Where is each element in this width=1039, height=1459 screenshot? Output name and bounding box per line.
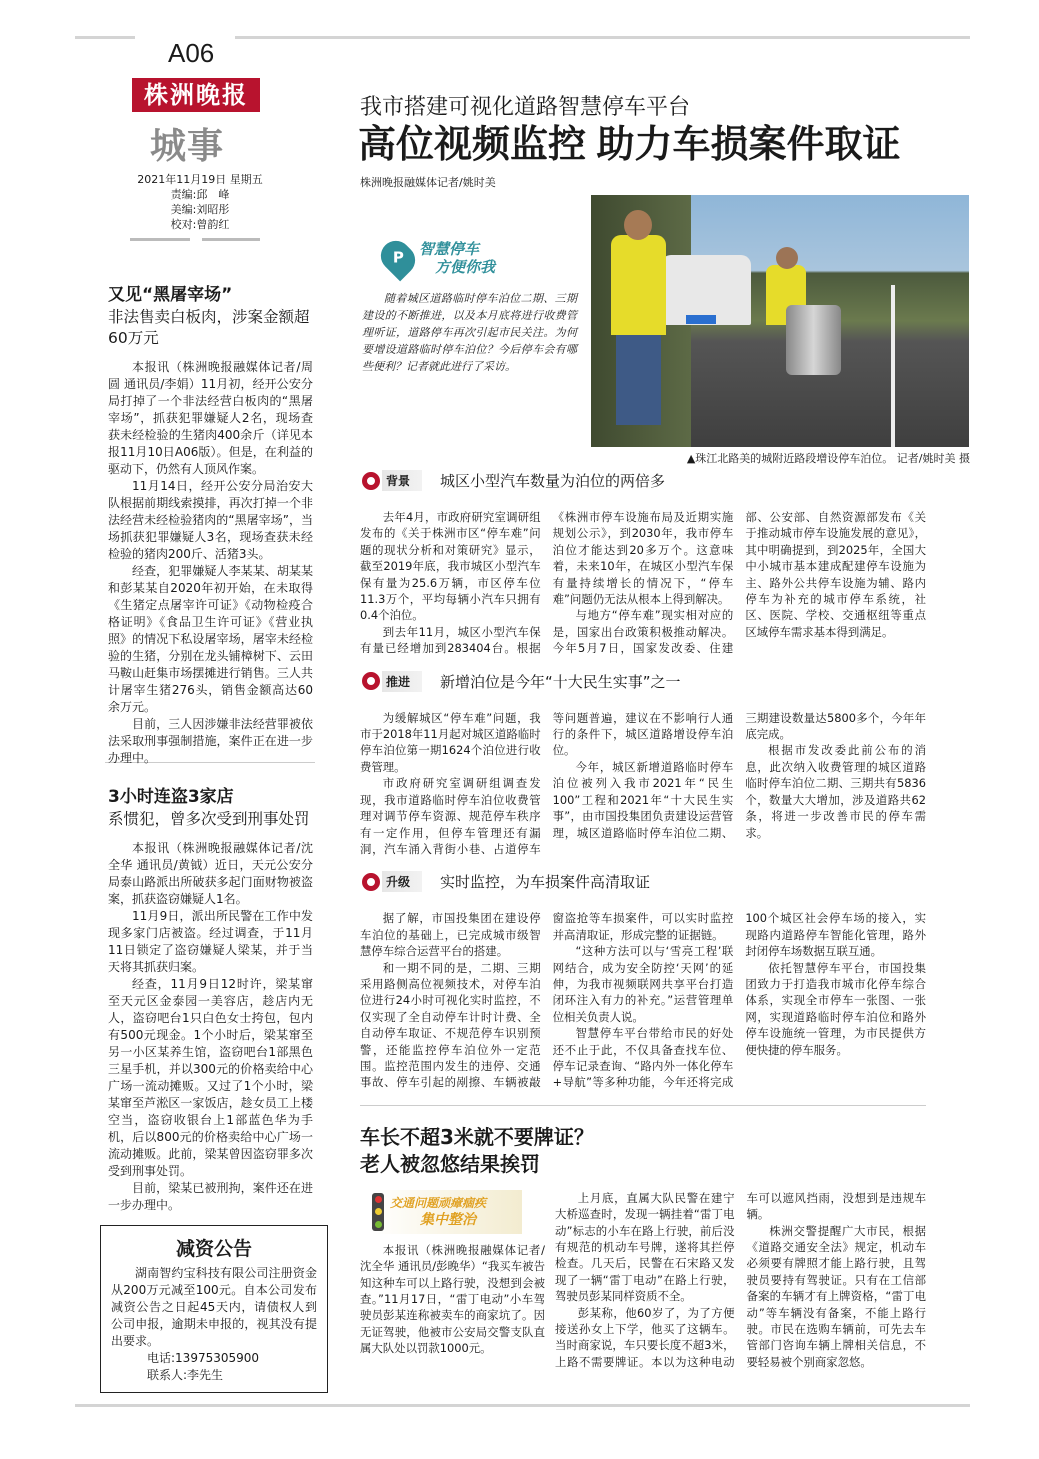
article-byline: 株洲晚报融媒体记者/姚时美 — [360, 176, 496, 189]
logo-line: 方便你我 — [435, 258, 496, 276]
paragraph: 11月14日，经开公安分局治安大队根据前期线索摸排，再次打掉一个非法经营未经检验猪肉的“黑屠宰场”，当场抓获犯罪嫌疑人3名，现场查获未经检验的猪肉200斤、活猪3头。 — [108, 479, 313, 561]
issue-date: 2021年11月19日 星期五 — [137, 173, 263, 186]
headline-line: 车长不超3米就不要牌证？ — [360, 1124, 594, 1149]
section-body — [360, 509, 926, 657]
section-badge: 推进 — [382, 671, 422, 692]
paragraph: 智慧停车平台带给市民的好处还不止于此，不仅具备查找车位、停车记录查询、“路内外一体化停车+导航”等多种功能，今年还将完成100个城区社会停车场的接入，实现路内道路停车智能化管理，路外封闭停车场数据互联互通。 — [552, 911, 926, 1090]
editor: 责编:邱 峰 — [170, 188, 230, 201]
section-title: 城事 — [150, 125, 225, 167]
section-title: 城区小型汽车数量为泊位的两倍多 — [440, 472, 666, 490]
section-heading-background — [362, 470, 926, 491]
paragraph: 依托智慧停车平台，市国投集团致力于打造我市城市化停车综合体系，实现全市停车一张图、一张网，实现道路临时停车泊位和路外停车设施统一管理，为市民提供方便快捷的停车服务。 — [745, 960, 926, 1057]
article-subtitle: 非法售卖白板肉，涉案金额超60万元 — [108, 308, 310, 347]
street-parking-photo — [591, 195, 969, 447]
article-intro: 随着城区道路临时停车泊位二期、三期建设的不断推进，以及本月底将进行收费管理听证，道路停车再次引起市民关注。为何要增设道路临时停车泊位？今后停车会有哪些便利？记者就此进行了采访。 — [362, 292, 577, 373]
bottom-headline — [360, 1124, 926, 1178]
bullet-ring-icon — [362, 472, 380, 490]
bullet-ring-icon — [362, 873, 380, 891]
paragraph: 本报讯（株洲晚报融媒体记者/沈全华 通讯员/黄钺）近日，天元公安分局泰山路派出所破获多起门面财物被盗案，抓获盗窃嫌疑人1名。 — [108, 841, 313, 906]
notice-contact: 联系人:李先生 — [147, 1368, 224, 1382]
bottom-rule — [75, 1404, 970, 1407]
paragraph: 上月底，直属大队民警在建宁大桥巡查时，发现一辆挂着“雷丁电动”标志的小车在路上行驶，前后没有规范的机动车号牌，遂将其拦停检查。几天后，民警在石宋路又发现了一辆“雷丁电动”在路上行驶，驾驶员彭某同样资质不全。 — [555, 1190, 735, 1304]
bullet-ring-icon — [362, 672, 380, 690]
paragraph: 据了解，市国投集团在建设停车泊位的基础上，已完成城市级智慧停车综合运营平台的搭建。 — [360, 911, 541, 959]
traffic-light-icon — [372, 1193, 384, 1231]
paragraph: 根据市发改委此前公布的消息，此次纳入收费管理的城区道路临时停车泊位二期、三期共有5836个，数量大大增加，涉及道路共62条，将进一步改善市民的停车需求。 — [745, 743, 926, 840]
section-title: 新增泊位是今年“十大民生实事”之一 — [440, 672, 681, 691]
paragraph: 彭某称，他60岁了，为了方便接送孙女上下学，他买了这辆车。当时商家说，车只要长度不超3米，上路不需要牌证。本以为这种电动车可以遮风挡雨，没想到是违规车辆。 — [555, 1190, 926, 1369]
paragraph: 目前，梁某已被刑拘，案件还在进一步办理中。 — [108, 1181, 313, 1212]
notice-phone: 电话:13975305900 — [147, 1351, 260, 1365]
paragraph: 市政府研究室调研组调查发现，我市道路临时停车泊位收费管理对调节停车资源、规范停车秩序有一定作用，但停车管理还有漏洞，汽车涌入背街小巷、占道停车等问题普遍，建议在不影响行人通行的条件下，城区道路增设停车泊位。 — [360, 710, 734, 856]
article-subtitle: 系惯犯，曾多次受到刑事处罚 — [108, 810, 310, 828]
article-title: 又见“黑屠宰场” — [108, 285, 233, 305]
art-editor: 美编:刘昭彤 — [170, 203, 230, 216]
photo-caption: ▲珠江北路美的城附近路段增设停车泊位。 记者/姚时美 摄 — [686, 452, 970, 465]
article-title: 3小时连盗3家店 — [108, 787, 234, 807]
paragraph: 经查，犯罪嫌疑人李某某、胡某某和彭某某自2020年初开始，在未取得《生猪定点屠宰许可证》《动物检疫合格证明》《食品卫生许可证》《营业执照》的情况下私设屠宰场，屠宰未经检验的生猪，分别在龙头铺樟树下、云田马鞍山赶集市场摆摊进行销售。三人共计屠宰生猪276头，销售金额高达60余万元。 — [108, 564, 313, 714]
page-number: A06 — [168, 38, 215, 68]
paragraph: 和一期不同的是，二期、三期采用路侧高位视频技术，对停车泊位进行24小时可视化实时监控，不仅实现了全自动停车计时计费、全自动停车取证、不规范停车识别预警，还能监控停车泊位外一定范围。监控范围内发生的违停、交通事故、停车引起的剐擦、车辆被敲窗盗抢等车损案件，可以实时监控并高清取证，形成完整的证据链。 — [360, 911, 734, 1090]
section-badge: 升级 — [382, 871, 422, 892]
parking-pin-icon: P — [375, 235, 422, 282]
paragraph: 本报讯（株洲晚报融媒体记者/沈全华 通讯员/彭晚华）“我买车被告知这种车可以上路行驶，没想到会被查。”11月17日，“雷丁电动”小车驾驶员彭某连称被卖车的商家坑了。因无证驾驶，他被市公安局交警支队直属大队处以罚款1000元。 — [360, 1242, 545, 1356]
section-heading-upgrade — [362, 871, 926, 892]
paragraph: 经查，11月9日12时许，梁某窜至天元区金泰园一美容店，趁店内无人，盗窃吧台1只白色女士挎包，包内有500元现金。1个小时后，梁某窜至另一小区某养生馆，盗窃吧台1部黑色三星手机，并以300元的价格卖给中心广场一流动摊贩。又过了1个小时，梁某窜至芦淞区一家饭店，趁女员工上楼空当，盗窃收银台上1部蓝色华为手机，后以800元的价格卖给中心广场一流动摊贩。此前，梁某曾因盗窃罪多次受到刑事处罚。 — [108, 977, 313, 1178]
traffic-campaign-logo — [372, 1190, 522, 1234]
paragraph: 与地方“停车难”现实相对应的是，国家出台政策积极推动解决。今年5月7日，国家发改委、住建部、公安部、自然资源部发布《关于推动城市停车设施发展的意见》，其中明确提到，到2025年，全国大中小城市基本建成配建停车设施为主、路外公共停车设施为辅、路内停车为补充的城市停车系统，社区、医院、学校、交通枢纽等重点区域停车需求基本得到满足。 — [552, 510, 926, 656]
paragraph: 本报讯（株洲晚报融媒体记者/周圆 通讯员/李娟）11月初，经开公安分局打掉了一个非法经营白板肉的“黑屠宰场”，抓获犯罪嫌疑人2名，现场查获未经检验的生猪肉400余斤（详见本报11月10日A06版）。但是，在利益的驱动下，仍然有人顶风作案。 — [108, 360, 313, 476]
section-body — [360, 710, 926, 858]
section-heading-progress — [362, 671, 926, 692]
paragraph: 株洲交警提醒广大市民，根据《道路交通安全法》规定，机动车必须要有牌照才能上路行驶，且驾驶员要持有驾驶证。只有在工信部备案的车辆才有上牌资格，“雷丁电动”等车辆没有备案，不能上路行驶。市民在选购车辆前，可先去车管部门咨询车辆上牌相关信息，不要轻易被个别商家忽悠。 — [746, 1223, 926, 1369]
capital-reduction-notice — [100, 1225, 328, 1393]
article-divider — [360, 1105, 926, 1106]
issue-meta — [130, 172, 270, 232]
section-title: 实时监控，为车损案件高清取证 — [440, 873, 651, 892]
logo-line: 交通问题顽瘴痼疾 — [390, 1195, 487, 1210]
worker-vest — [611, 235, 666, 335]
top-rule — [75, 36, 135, 39]
newspaper-logo: 株洲晚报 — [132, 78, 260, 112]
bottom-article-col1 — [360, 1190, 545, 1370]
paragraph: 为缓解城区“停车难”问题，我市于2018年11月起对城区道路临时停车泊位第一期1624个泊位进行收费管理。 — [360, 710, 541, 774]
paragraph: 11月9日，派出所民警在工作中发现多家门店被盗。经过调查，于11月11日锁定了盗窃嫌疑人梁某，并于当天将其抓获归案。 — [108, 909, 313, 974]
top-rule — [235, 36, 970, 39]
line-marking-machine — [786, 305, 841, 375]
smart-parking-logo — [383, 240, 495, 276]
bottom-article-cols — [555, 1190, 926, 1370]
paragraph: 去年4月，市政府研究室调研组发布的《关于株洲市区“停车难”问题的现状分析和对策研究》显示，截至2019年底，我市城区小型汽车保有量为25.6万辆，市区停车位11.3万个，平均每辆小汽车只拥有0.4个泊位。 — [360, 510, 541, 623]
section-body — [360, 910, 926, 1090]
left-article-slaughterhouse — [108, 280, 313, 767]
article-kicker: 我市搭建可视化道路智慧停车平台 — [360, 95, 691, 120]
paragraph: “这种方法可以与‘雪亮工程’联网结合，成为安全防控‘天网’的延伸，为我市视频联网共享平台打造闭环注入有力的补充。”运营管理单位相关负责人说。 — [552, 944, 734, 1024]
logo-line: 智慧停车 — [419, 240, 480, 258]
notice-body: 湖南智约宝科技有限公司注册资金从200万元减至100元。自本公司发布减资公告之日起45天内，请债权人到公司申报，逾期未申报的，视其没有提出要求。 — [111, 1266, 317, 1348]
headline-line: 老人被忽悠结果挨罚 — [360, 1151, 540, 1176]
notice-title: 减资公告 — [175, 1238, 252, 1260]
paragraph: 到去年11月，城区小型汽车保有量已经增加到283404台。根据《株洲市停车设施布局及近期实施规划公示》，到2030年，我市停车泊位才能达到20多万个。这意味着，未来10年，在城区小型汽车保有量持续增长的情况下，“停车难”问题仍无法从根本上得到解决。 — [360, 510, 734, 656]
masthead-rule — [130, 238, 190, 241]
paragraph: 今年，城区新增道路临时停车泊位被列入我市2021年“民生100”工程和2021年“十大民生实事”，由市国投集团负责建设运营管理，城区道路临时停车泊位二期、三期建设数量达5800多个，今年年底完成。 — [552, 710, 926, 840]
main-article-body — [360, 470, 926, 1370]
paragraph: 目前，三人因涉嫌非法经营罪被依法采取刑事强制措施，案件正在进一步办理中。 — [108, 717, 313, 765]
bottom-article-body — [360, 1190, 926, 1370]
proofreader: 校对:曾韵红 — [170, 218, 230, 231]
masthead-rule — [202, 238, 260, 241]
logo-line: 集中整治 — [420, 1211, 476, 1228]
section-badge: 背景 — [382, 470, 422, 491]
article-headline: 高位视频监控 助力车损案件取证 — [358, 124, 901, 166]
left-article-theft — [108, 782, 313, 1214]
